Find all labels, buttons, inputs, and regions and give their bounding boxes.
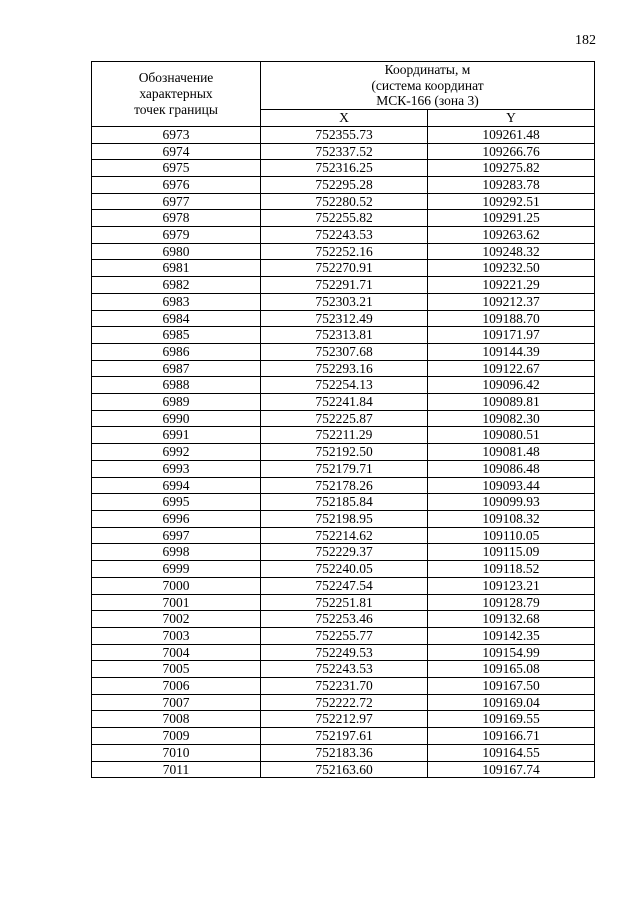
table-row: [92, 577, 595, 594]
point-id-cell: 6999: [92, 561, 261, 578]
x-cell: 752211.29: [261, 427, 428, 444]
point-id-cell: 6994: [92, 477, 261, 494]
point-id-cell: 7011: [92, 761, 261, 778]
point-id-cell: 6975: [92, 160, 261, 177]
point-id-cell: 6985: [92, 327, 261, 344]
point-id-cell: 6973: [92, 126, 261, 143]
header-x: X: [261, 110, 428, 127]
table-row: [92, 444, 595, 461]
y-cell: 109115.09: [428, 544, 595, 561]
table-row: [92, 494, 595, 511]
point-id-cell: 6987: [92, 360, 261, 377]
x-cell: 752280.52: [261, 193, 428, 210]
table-row: [92, 210, 595, 227]
point-id-cell: 6978: [92, 210, 261, 227]
y-cell: 109154.99: [428, 644, 595, 661]
point-id-cell: 6979: [92, 227, 261, 244]
point-id-cell: 7002: [92, 611, 261, 628]
header-coordinates-line-2: (система координат: [371, 77, 484, 93]
point-id-cell: 6993: [92, 460, 261, 477]
table-row: [92, 377, 595, 394]
point-id-cell: 6982: [92, 277, 261, 294]
x-cell: 752197.61: [261, 728, 428, 745]
x-cell: 752214.62: [261, 527, 428, 544]
table-row: [92, 477, 595, 494]
y-cell: 109089.81: [428, 394, 595, 411]
point-id-cell: 6989: [92, 394, 261, 411]
table-row: [92, 227, 595, 244]
x-cell: 752249.53: [261, 644, 428, 661]
point-id-cell: 6995: [92, 494, 261, 511]
table-row: [92, 193, 595, 210]
x-cell: 752293.16: [261, 360, 428, 377]
point-id-cell: 6976: [92, 176, 261, 193]
point-id-cell: 6981: [92, 260, 261, 277]
y-cell: 109292.51: [428, 193, 595, 210]
table-row: [92, 728, 595, 745]
y-cell: 109142.35: [428, 627, 595, 644]
table-row: [92, 327, 595, 344]
y-cell: 109166.71: [428, 728, 595, 745]
x-cell: 752179.71: [261, 460, 428, 477]
point-id-cell: 7010: [92, 744, 261, 761]
x-cell: 752251.81: [261, 594, 428, 611]
table-row: [92, 160, 595, 177]
y-cell: 109188.70: [428, 310, 595, 327]
table-row: [92, 126, 595, 143]
x-cell: 752291.71: [261, 277, 428, 294]
x-cell: 752241.84: [261, 394, 428, 411]
x-cell: 752240.05: [261, 561, 428, 578]
x-cell: 752192.50: [261, 444, 428, 461]
y-cell: 109096.42: [428, 377, 595, 394]
point-id-cell: 7001: [92, 594, 261, 611]
x-cell: 752247.54: [261, 577, 428, 594]
header-y: Y: [428, 110, 595, 127]
point-id-cell: 6983: [92, 293, 261, 310]
table-row: [92, 460, 595, 477]
coordinates-table: [91, 61, 595, 778]
x-cell: 752255.77: [261, 627, 428, 644]
table-row: [92, 711, 595, 728]
point-id-cell: 6974: [92, 143, 261, 160]
y-cell: 109275.82: [428, 160, 595, 177]
point-id-cell: 7006: [92, 678, 261, 695]
y-cell: 109093.44: [428, 477, 595, 494]
y-cell: 109144.39: [428, 343, 595, 360]
y-cell: 109171.97: [428, 327, 595, 344]
x-cell: 752163.60: [261, 761, 428, 778]
x-cell: 752198.95: [261, 510, 428, 527]
header-coordinates-line-3: МСК-166 (зона 3): [376, 93, 479, 109]
x-cell: 752270.91: [261, 260, 428, 277]
table-row: [92, 360, 595, 377]
point-id-cell: 6990: [92, 410, 261, 427]
point-id-cell: 6997: [92, 527, 261, 544]
y-cell: 109118.52: [428, 561, 595, 578]
x-cell: 752254.13: [261, 377, 428, 394]
y-cell: 109261.48: [428, 126, 595, 143]
y-cell: 109291.25: [428, 210, 595, 227]
y-cell: 109123.21: [428, 577, 595, 594]
table-row: [92, 293, 595, 310]
header-designation-line-3: точек границы: [134, 101, 218, 117]
y-cell: 109086.48: [428, 460, 595, 477]
header-coordinates: [261, 62, 595, 110]
y-cell: 109164.55: [428, 744, 595, 761]
y-cell: 109082.30: [428, 410, 595, 427]
y-cell: 109169.55: [428, 711, 595, 728]
point-id-cell: 6988: [92, 377, 261, 394]
x-cell: 752337.52: [261, 143, 428, 160]
y-cell: 109221.29: [428, 277, 595, 294]
y-cell: 109099.93: [428, 494, 595, 511]
point-id-cell: 6996: [92, 510, 261, 527]
x-cell: 752185.84: [261, 494, 428, 511]
x-cell: 752355.73: [261, 126, 428, 143]
x-cell: 752222.72: [261, 694, 428, 711]
header-designation-line-1: Обозначение: [138, 70, 214, 86]
x-cell: 752316.25: [261, 160, 428, 177]
table-row: [92, 394, 595, 411]
table-body: [92, 126, 595, 777]
table-row: [92, 427, 595, 444]
table-row: [92, 143, 595, 160]
point-id-cell: 7000: [92, 577, 261, 594]
table-row: [92, 594, 595, 611]
x-cell: 752231.70: [261, 678, 428, 695]
y-cell: 109165.08: [428, 661, 595, 678]
table-row: [92, 661, 595, 678]
x-cell: 752252.16: [261, 243, 428, 260]
table-row: [92, 343, 595, 360]
x-cell: 752312.49: [261, 310, 428, 327]
x-cell: 752229.37: [261, 544, 428, 561]
y-cell: 109128.79: [428, 594, 595, 611]
table-row: [92, 561, 595, 578]
table-row: [92, 260, 595, 277]
y-cell: 109266.76: [428, 143, 595, 160]
point-id-cell: 7003: [92, 627, 261, 644]
x-cell: 752178.26: [261, 477, 428, 494]
x-cell: 752307.68: [261, 343, 428, 360]
table-row: [92, 510, 595, 527]
x-cell: 752313.81: [261, 327, 428, 344]
point-id-cell: 7004: [92, 644, 261, 661]
table-row: [92, 527, 595, 544]
x-cell: 752255.82: [261, 210, 428, 227]
table-row: [92, 611, 595, 628]
page-number: 182: [575, 33, 596, 48]
table-row: [92, 761, 595, 778]
x-cell: 752295.28: [261, 176, 428, 193]
y-cell: 109212.37: [428, 293, 595, 310]
point-id-cell: 6984: [92, 310, 261, 327]
header-designation: [92, 62, 261, 127]
table-row: [92, 243, 595, 260]
point-id-cell: 6998: [92, 544, 261, 561]
table-row: [92, 410, 595, 427]
y-cell: 109283.78: [428, 176, 595, 193]
table-header: [92, 62, 595, 127]
y-cell: 109263.62: [428, 227, 595, 244]
y-cell: 109108.32: [428, 510, 595, 527]
y-cell: 109081.48: [428, 444, 595, 461]
header-designation-line-2: характерных: [139, 86, 213, 102]
point-id-cell: 6980: [92, 243, 261, 260]
point-id-cell: 6991: [92, 427, 261, 444]
table-row: [92, 678, 595, 695]
point-id-cell: 7007: [92, 694, 261, 711]
point-id-cell: 6992: [92, 444, 261, 461]
point-id-cell: 7005: [92, 661, 261, 678]
y-cell: 109167.74: [428, 761, 595, 778]
table-row: [92, 744, 595, 761]
table-row: [92, 694, 595, 711]
point-id-cell: 6977: [92, 193, 261, 210]
y-cell: 109080.51: [428, 427, 595, 444]
y-cell: 109248.32: [428, 243, 595, 260]
x-cell: 752303.21: [261, 293, 428, 310]
table-row: [92, 644, 595, 661]
header-coordinates-line-1: Координаты, м: [384, 62, 471, 77]
table-row: [92, 627, 595, 644]
table-row: [92, 176, 595, 193]
table-row: [92, 277, 595, 294]
x-cell: 752183.36: [261, 744, 428, 761]
point-id-cell: 7008: [92, 711, 261, 728]
point-id-cell: 6986: [92, 343, 261, 360]
y-cell: 109167.50: [428, 678, 595, 695]
table-row: [92, 544, 595, 561]
x-cell: 752243.53: [261, 661, 428, 678]
y-cell: 109169.04: [428, 694, 595, 711]
table-row: [92, 310, 595, 327]
y-cell: 109132.68: [428, 611, 595, 628]
x-cell: 752243.53: [261, 227, 428, 244]
point-id-cell: 7009: [92, 728, 261, 745]
y-cell: 109110.05: [428, 527, 595, 544]
y-cell: 109232.50: [428, 260, 595, 277]
x-cell: 752253.46: [261, 611, 428, 628]
x-cell: 752212.97: [261, 711, 428, 728]
y-cell: 109122.67: [428, 360, 595, 377]
x-cell: 752225.87: [261, 410, 428, 427]
